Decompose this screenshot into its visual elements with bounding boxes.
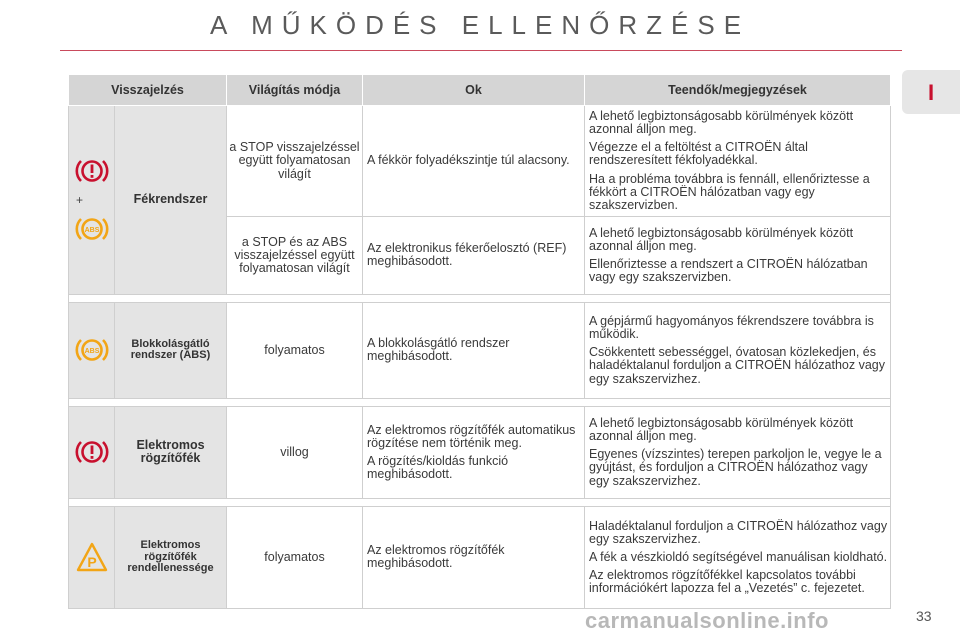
header-indicator: Visszajelzés [69, 75, 227, 106]
epb-fault-notes [585, 506, 891, 608]
svg-text:P: P [86, 554, 97, 571]
watermark: carmanualsonline.info [585, 608, 829, 633]
epb-fault-mode: folyamatos [227, 506, 363, 608]
row-separator [69, 294, 891, 302]
header-cause: Ok [363, 75, 585, 106]
cause-item: Az elektromos rögzítőfék automatikus rögzítése nem történik meg. [367, 422, 576, 450]
abs-notes [585, 302, 891, 398]
warning-lights-table [68, 74, 891, 609]
note-item: A lehető legbiztonságosabb körülmények között azonnal álljon meg. [589, 109, 854, 137]
brake-icons-cell [69, 106, 115, 295]
note-item: Ha a probléma továbbra is fennáll, ellenőriztesse a fékkört a CITROËN hálózatban vagy egy szakszervizben. [589, 171, 870, 212]
table-header-row [69, 75, 891, 106]
table-row [69, 302, 891, 398]
epb-fault-name: Elektromos rögzítőfék rendellenessége [115, 506, 227, 608]
note-item: Haladéktalanul forduljon a CITROËN hálózathoz vagy egy szakszervizhez. [589, 518, 888, 546]
brake-cause-2: Az elektronikus fékerőelosztó (REF) meghibásodott. [363, 216, 585, 294]
row-separator [69, 398, 891, 406]
table-row [69, 106, 891, 217]
note-item: A gépjármű hagyományos fékrendszere továbbra is működik. [589, 314, 874, 342]
brake-warning-icon [75, 437, 109, 467]
cause-item: A rögzítés/kioldás funkció meghibásodott. [367, 453, 509, 481]
abs-warning-icon [75, 214, 109, 244]
title-rule [60, 50, 902, 51]
brake-notes-1 [585, 106, 891, 217]
page-title: A MŰKÖDÉS ELLENŐRZÉSE [209, 10, 751, 40]
abs-name: Blokkolásgátló rendszer (ABS) [115, 302, 227, 398]
note-item: Egyenes (vízszintes) terepen parkoljon le, vegye le a gyújtást, és forduljon a CITROËN hálózathoz vagy egy szakszervizhez. [589, 447, 882, 488]
note-item: A lehető legbiztonságosabb körülmények között azonnal álljon meg. [589, 225, 854, 253]
epb-fault-icon-cell [69, 506, 115, 608]
epb-causes [363, 406, 585, 498]
brake-notes-2 [585, 216, 891, 294]
note-item: Csökkentett sebességgel, óvatosan közlekedjen, és haladéktalanul forduljon a CITROËN hálózathoz vagy egy szakszervizhez. [589, 345, 886, 386]
brake-mode-1: a STOP visszajelzéssel együtt folyamatosan világít [227, 106, 363, 217]
note-item: A fék a vészkioldó segítségével manuálisan kioldható. [589, 549, 888, 564]
epb-name: Elektromos rögzítőfék [115, 406, 227, 498]
epb-notes [585, 406, 891, 498]
chapter-letter: I [928, 80, 935, 105]
note-item: Az elektromos rögzítőfékkel kapcsolatos további információkért lapozza fel a „Vezetés” c. fejezetet. [589, 567, 865, 596]
epb-fault-cause: Az elektromos rögzítőfék meghibásodott. [363, 506, 585, 608]
page-number: 33 [916, 608, 932, 624]
parking-brake-fault-icon [75, 541, 109, 573]
note-item: Ellenőriztesse a rendszert a CITROËN hálózatban vagy egy szakszervizben. [589, 256, 868, 284]
note-item: Végezze el a feltöltést a CITROËN által rendszeresített fékfolyadékkal. [589, 140, 808, 168]
header-mode: Világítás módja [227, 75, 363, 106]
epb-icon-cell [69, 406, 115, 498]
epb-mode: villog [227, 406, 363, 498]
brake-name: Fékrendszer [115, 106, 227, 295]
svg-text:ABS: ABS [84, 348, 99, 356]
row-separator [69, 498, 891, 506]
svg-text:ABS: ABS [84, 227, 99, 235]
table-row [69, 506, 891, 608]
abs-mode: folyamatos [227, 302, 363, 398]
abs-warning-icon [75, 335, 109, 365]
brake-warning-icon [75, 156, 109, 186]
plus-sign: + [76, 192, 84, 207]
abs-cause: A blokkolásgátló rendszer meghibásodott. [363, 302, 585, 398]
abs-icon-cell [69, 302, 115, 398]
header-notes: Teendők/megjegyzések [585, 75, 891, 106]
note-item: A lehető legbiztonságosabb körülmények között azonnal álljon meg. [589, 416, 854, 444]
table-row [69, 406, 891, 498]
brake-cause-1: A fékkör folyadékszintje túl alacsony. [363, 106, 585, 217]
brake-mode-2: a STOP és az ABS visszajelzéssel együtt folyamatosan világít [227, 216, 363, 294]
chapter-tab[interactable] [902, 70, 960, 114]
